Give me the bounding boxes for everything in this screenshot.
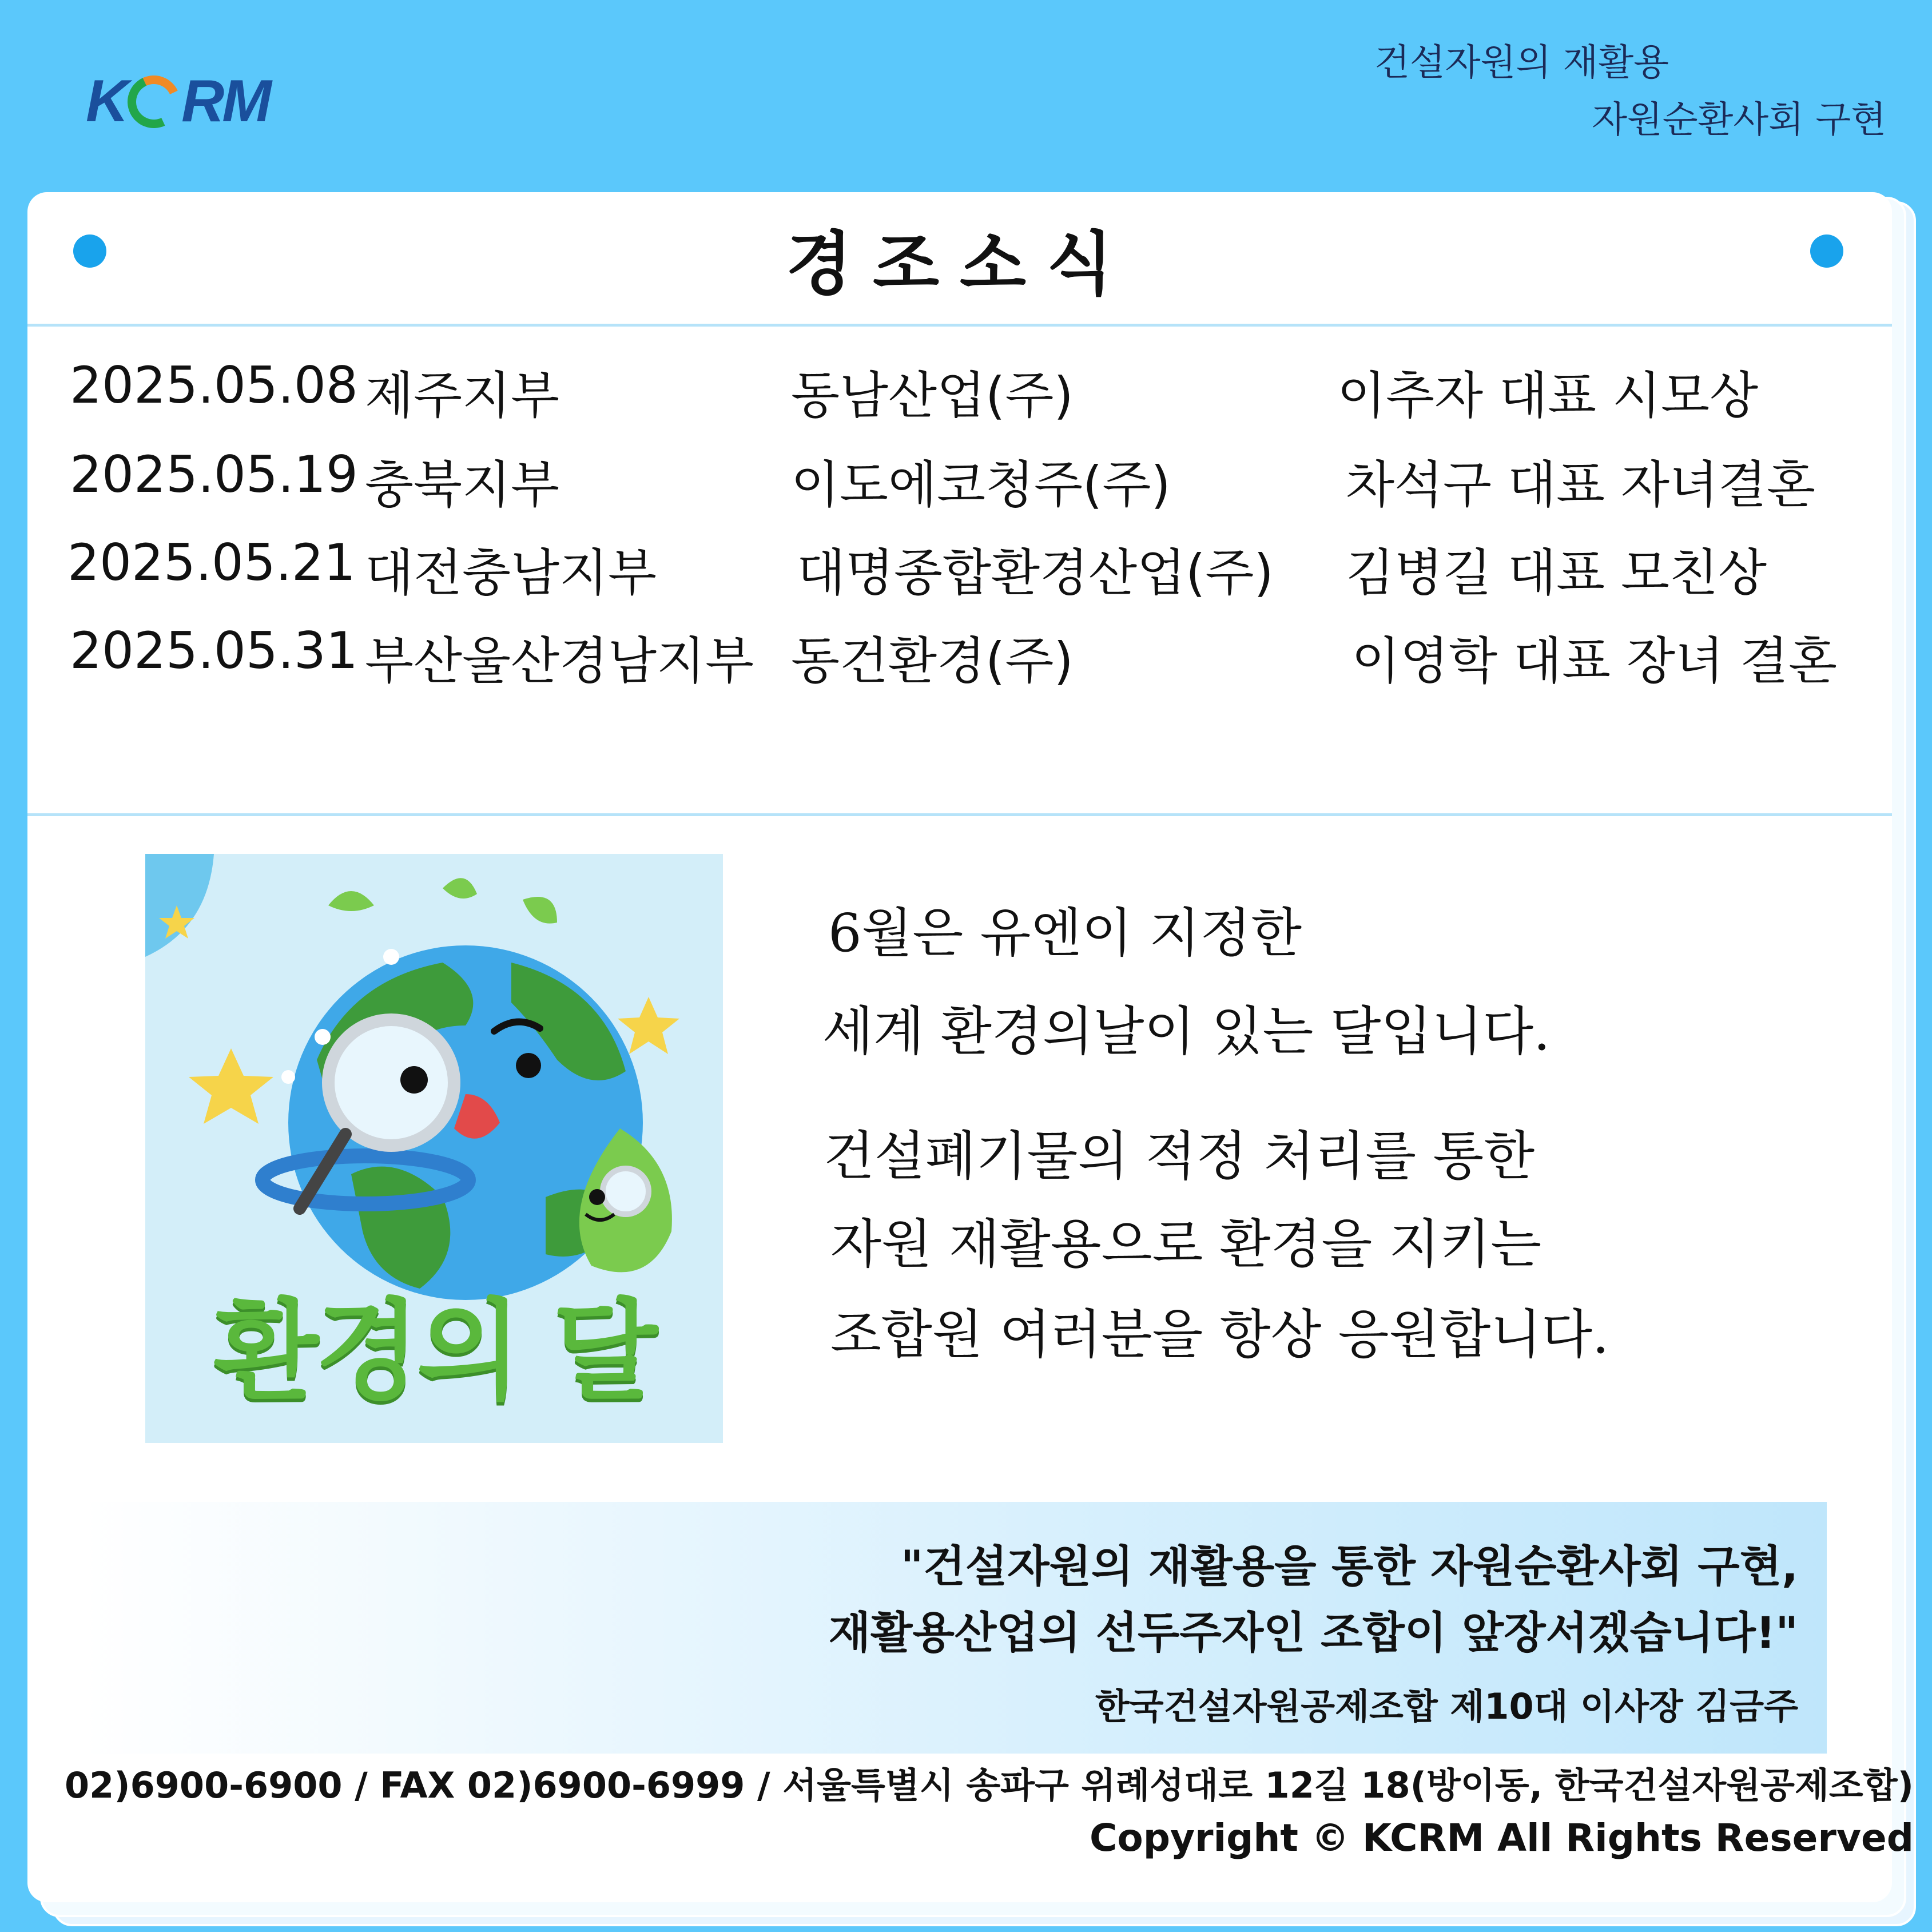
message-line: 건설폐기물의 적정 처리를 통한 bbox=[824, 1126, 1535, 1187]
message-line: 세계 환경의날이 있는 달입니다. bbox=[822, 1001, 1551, 1062]
row-event: 차석구 대표 자녀결혼 bbox=[1346, 455, 1816, 514]
logo-k: K bbox=[86, 68, 127, 134]
row-company: 이도에코청주(주) bbox=[791, 455, 1171, 514]
environment-month-illustration bbox=[145, 854, 723, 1443]
logo-c-mark bbox=[120, 68, 188, 136]
logo-rm: RM bbox=[181, 68, 269, 134]
quote-line-2: 재활용산업의 선두주자인 조합이 앞장서겠습니다!" bbox=[828, 1607, 1798, 1658]
footer-copyright: Copyright © KCRM All Rights Reserved bbox=[1089, 1816, 1914, 1860]
notice-row bbox=[27, 621, 1892, 690]
row-event: 이추자 대표 시모상 bbox=[1337, 366, 1759, 425]
slogan-line-1: 건설자원의 재활용 bbox=[1374, 42, 1669, 84]
notice-row bbox=[27, 445, 1892, 514]
title-divider bbox=[27, 324, 1892, 327]
row-date: 2025.05.19 bbox=[70, 445, 358, 504]
row-branch: 대전충남지부 bbox=[365, 543, 657, 602]
notice-card bbox=[27, 192, 1892, 1902]
message-line: 자원 재활용으로 환경을 지키는 bbox=[830, 1214, 1542, 1275]
header-slogan bbox=[1374, 34, 1886, 149]
row-branch: 제주지부 bbox=[365, 366, 560, 425]
quote-signature: 한국건설자원공제조합 제10대 이사장 김금주 bbox=[1095, 1685, 1798, 1727]
message-line: 조합원 여러분을 항상 응원합니다. bbox=[830, 1304, 1609, 1365]
notice-row bbox=[27, 356, 1892, 425]
notice-title: 경조소식 bbox=[786, 225, 1134, 304]
kcrm-logo bbox=[86, 67, 269, 136]
quote-banner bbox=[82, 1502, 1827, 1754]
row-event: 이영학 대표 장녀 결혼 bbox=[1351, 631, 1837, 690]
row-date: 2025.05.21 bbox=[67, 533, 356, 592]
slogan-line-2: 자원순환사회 구현 bbox=[1592, 99, 1886, 141]
row-event: 김병길 대표 모친상 bbox=[1346, 543, 1767, 602]
row-company: 동남산업(주) bbox=[791, 366, 1074, 425]
row-date: 2025.05.08 bbox=[70, 356, 358, 415]
row-date: 2025.05.31 bbox=[70, 621, 358, 680]
quote-line-1: "건설자원의 재활용을 통한 자원순환사회 구현, bbox=[900, 1541, 1798, 1592]
notice-row bbox=[27, 533, 1892, 602]
row-company: 대명종합환경산업(주) bbox=[797, 543, 1274, 602]
section-divider bbox=[27, 813, 1892, 816]
footer-contact: 02)6900-6900 / FAX 02)6900-6999 / 서울특별시 송파구 위례성대로 12길 18(방이동, 한국건설자원공제조합) bbox=[65, 1764, 1914, 1806]
illustration-caption: 환경의 달 bbox=[213, 1288, 655, 1414]
row-branch: 충북지부 bbox=[365, 455, 560, 514]
row-company: 동건환경(주) bbox=[791, 631, 1074, 690]
message-line: 6월은 유엔이 지정한 bbox=[828, 903, 1302, 964]
row-branch: 부산울산경남지부 bbox=[365, 631, 754, 690]
